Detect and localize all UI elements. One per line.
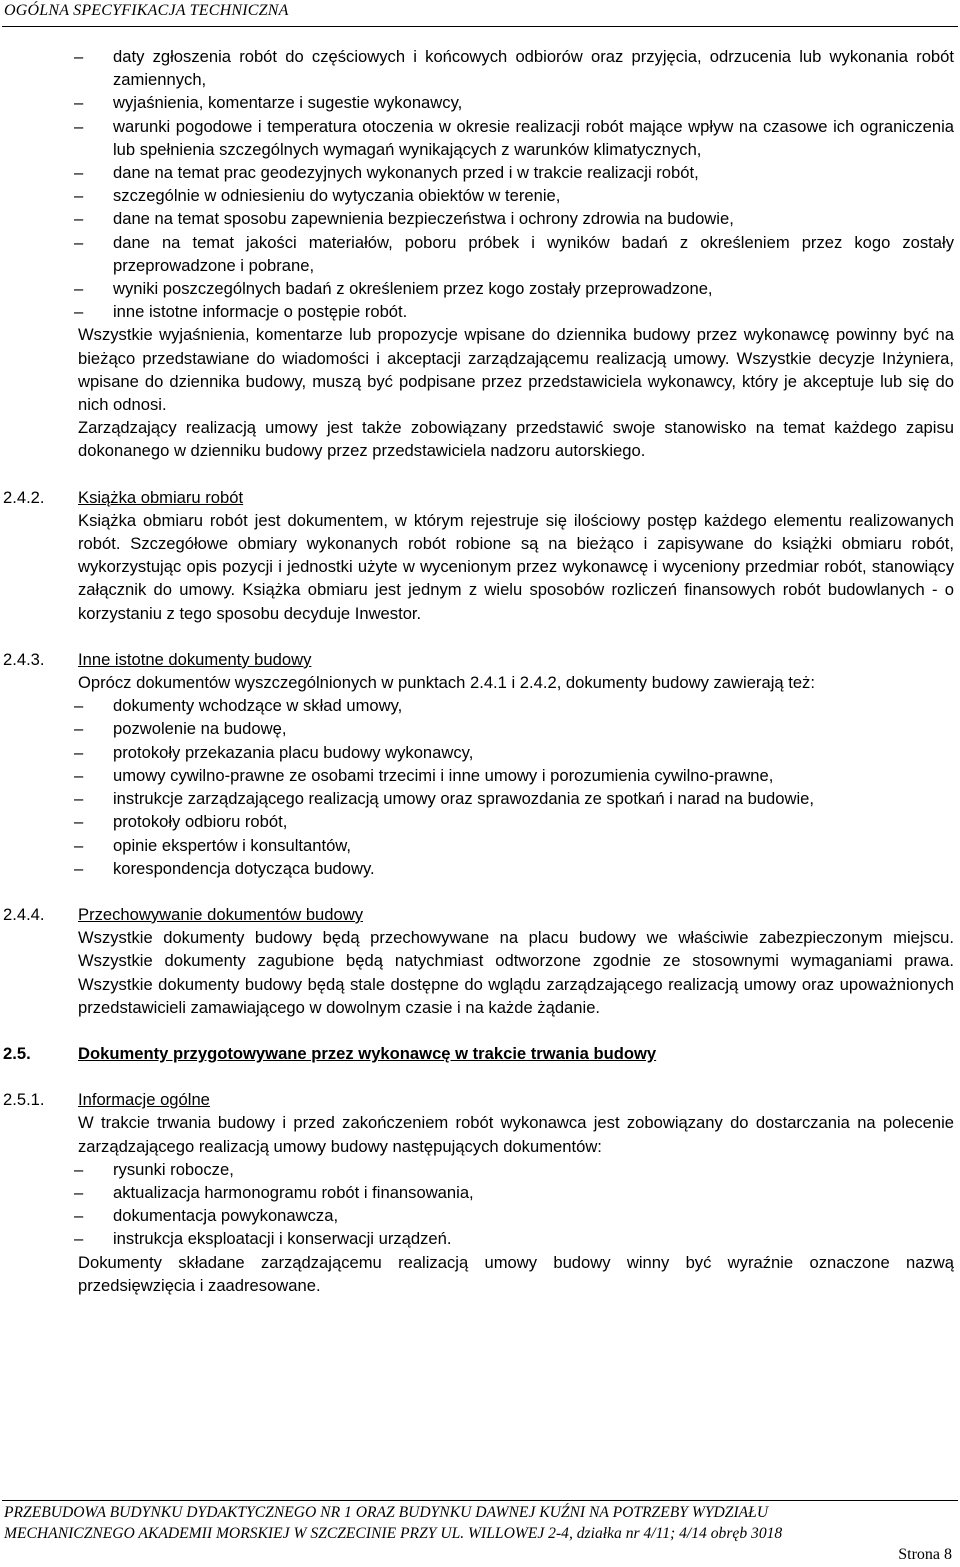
- paragraph: Książka obmiaru robót jest dokumentem, w którym rejestruje się ilościowy postęp każdego elementu realizowanych robót. Szczegółowe obmiary wykonanych robót robione są na bieżąco i zapisywane do książki obmiaru robót, wykorzystując opis pozycji i jednostki użyte w wycenionym przez wykonawcę i wyceniony przedmiar robót, stanowiący załącznik do umowy. Książka obmiaru jest jednym z wielu sposobów rozliczeń finansowych robót budowlanych - o korzystaniu z tego sposobu decyduje Inwestor.: [78, 510, 954, 623]
- list-item: – protokoły odbioru robót,: [78, 810, 954, 833]
- list-item: – aktualizacja harmonogramu robót i finansowania,: [78, 1181, 954, 1204]
- list-item: – protokoły przekazania placu budowy wykonawcy,: [78, 741, 954, 764]
- section-title: Książka obmiaru robót: [78, 487, 244, 507]
- document-body: [3, 45, 954, 1297]
- list-item: – szczególnie w odniesieniu do wytyczania obiektów w terenie,: [78, 184, 954, 207]
- section-2-4-2: [3, 486, 954, 625]
- list-item: – dokumenty wchodzące w skład umowy,: [78, 694, 954, 717]
- documents-dash-list: [78, 694, 954, 880]
- section-2-4-3: [3, 648, 954, 880]
- paragraph: Wszystkie wyjaśnienia, komentarze lub propozycje wpisane do dziennika budowy przez wykonawcę powinny być na bieżąco przedstawiane do wiadomości i akceptacji zarządzającemu realizacją umowy. Wszystkie decyzje Inżyniera, wpisane do dziennika budowy, muszą być podpisane przez przedstawiciela wykonawcy, który je akceptuje lub się do nich odnosi.: [78, 325, 954, 415]
- paragraph: Oprócz dokumentów wyszczególnionych w punktach 2.4.1 i 2.4.2, dokumenty budowy zawierają też:: [78, 673, 815, 693]
- paragraph: W trakcie trwania budowy i przed zakończeniem robót wykonawca jest zobowiązany do dostarczania na polecenie zarządzającego realizacją umowy budowy następujących dokumentów:: [78, 1113, 954, 1156]
- list-item: – umowy cywilno-prawne ze osobami trzecimi i inne umowy i porozumienia cywilno-prawne,: [78, 764, 954, 787]
- section-2-5: [3, 1042, 954, 1065]
- deliverables-dash-list: [78, 1158, 954, 1251]
- section-title: Dokumenty przygotowywane przez wykonawcę w trakcie trwania budowy: [78, 1043, 657, 1063]
- footer-line: MECHANICZNEGO AKADEMII MORSKIEJ W SZCZECINIE PRZY UL. WILLOWEJ 2-4, działka nr 4/11; 4/14 obręb 3018: [4, 1525, 783, 1542]
- section-number: 2.4.4.: [3, 904, 45, 924]
- section-title: Przechowywanie dokumentów budowy: [78, 904, 364, 924]
- list-item: – daty zgłoszenia robót do częściowych i końcowych odbiorów oraz przyjęcia, odrzucenia lub wykonania robót zamiennych,: [78, 45, 954, 91]
- list-item: – instrukcje zarządzającego realizacją umowy oraz sprawozdania ze spotkań i narad na budowie,: [78, 787, 954, 810]
- list-item: – warunki pogodowe i temperatura otoczenia w okresie realizacji robót mające wpływ na czasowe ich ograniczenia lub spełnienia szczególnych wymagań wynikających z warunków klimatycznych,: [78, 115, 954, 161]
- list-item: – instrukcja eksploatacji i konserwacji urządzeń.: [78, 1227, 954, 1250]
- section-title: Informacje ogólne: [78, 1090, 210, 1110]
- page-header-title: OGÓLNA SPECYFIKACJA TECHNICZNA: [4, 2, 289, 19]
- list-item: – wyniki poszczególnych badań z określeniem przez kogo zostały przeprowadzone,: [78, 277, 954, 300]
- paragraph: Zarządzający realizacją umowy jest także zobowiązany przedstawić swoje stanowisko na temat każdego zapisu dokonanego w dzienniku budowy przez przedstawiciela nadzoru autorskiego.: [78, 418, 954, 461]
- page-number: Strona 8: [898, 1546, 952, 1563]
- list-item: – pozwolenie na budowę,: [78, 717, 954, 740]
- section-2-4-4: [3, 903, 954, 1019]
- list-item: – rysunki robocze,: [78, 1158, 954, 1181]
- paragraph: Dokumenty składane zarządzającemu realizacją umowy budowy winny być wyraźnie oznaczone nazwą przedsięwzięcia i zaadresowane.: [78, 1252, 954, 1295]
- footer-divider: [2, 1500, 958, 1501]
- header-divider: [2, 26, 958, 27]
- section-number: 2.4.3.: [3, 649, 45, 669]
- section-number: 2.5.: [3, 1043, 31, 1063]
- list-item: – wyjaśnienia, komentarze i sugestie wykonawcy,: [78, 91, 954, 114]
- list-item: – dane na temat sposobu zapewnienia bezpieczeństwa i ochrony zdrowia na budowie,: [78, 207, 954, 230]
- list-item: – korespondencja dotycząca budowy.: [78, 857, 954, 880]
- footer-line: PRZEBUDOWA BUDYNKU DYDAKTYCZNEGO NR 1 ORAZ BUDYNKU DAWNEJ KUŹNI NA POTRZEBY WYDZIAŁU: [4, 1504, 769, 1521]
- paragraph: Wszystkie dokumenty budowy będą przechowywane na placu budowy we właściwie zabezpieczonym miejscu. Wszystkie dokumenty zagubione będą natychmiast odtworzone zgodnie ze stosownymi wymaganiami prawa. Wszystkie dokumenty budowy będą stale dostępne do wglądu zarządzającego realizacją umowy oraz upoważnionych przedstawicieli zamawiającego w dowolnym czasie i na każde żądanie.: [78, 928, 954, 1017]
- list-item: – dane na temat prac geodezyjnych wykonanych przed i w trakcie realizacji robót,: [78, 161, 954, 184]
- list-item: – dane na temat jakości materiałów, poboru próbek i wyników badań z określeniem przez kogo zostały przeprowadzone i pobrane,: [78, 231, 954, 277]
- intro-dash-list: [78, 45, 954, 323]
- section-number: 2.5.1.: [3, 1090, 45, 1110]
- page-footer: [4, 1502, 954, 1544]
- section-title: Inne istotne dokumenty budowy: [78, 649, 312, 669]
- list-item: – inne istotne informacje o postępie robót.: [78, 300, 954, 323]
- section-number: 2.4.2.: [3, 487, 45, 507]
- section-2-5-1: [3, 1088, 954, 1297]
- list-item: – dokumentacja powykonawcza,: [78, 1204, 954, 1227]
- list-item: – opinie ekspertów i konsultantów,: [78, 834, 954, 857]
